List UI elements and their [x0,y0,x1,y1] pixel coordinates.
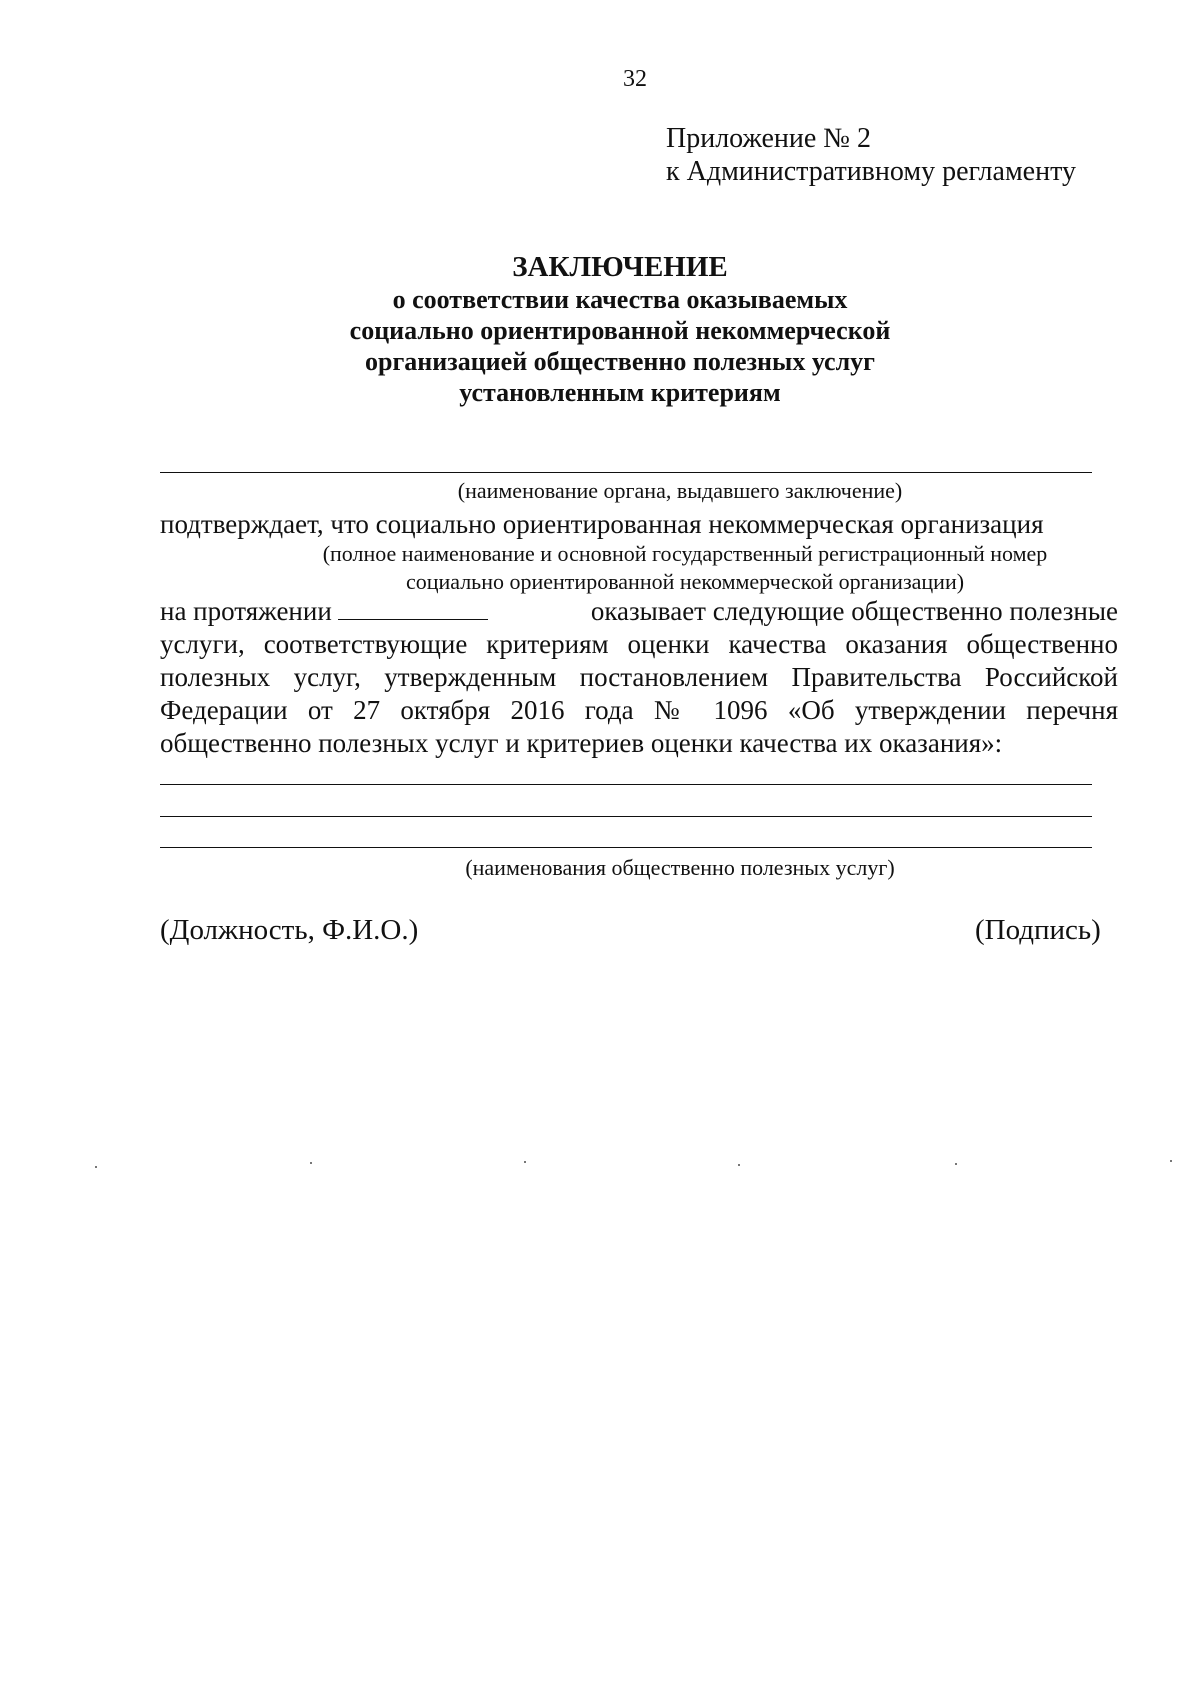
services-caption: (наименования общественно полезных услуг) [465,855,895,880]
services-line-1 [160,784,1092,785]
appendix-line-1: Приложение № 2 [666,123,871,154]
scan-speck [310,1162,312,1164]
org-caption-line-2: социально ориентированной некоммерческой организации) [405,569,965,594]
scan-speck [955,1163,957,1165]
period-row [160,595,1118,628]
confirms-text: подтверждает, что социально ориентированная некоммерческая организация [160,509,1044,539]
org-caption [255,540,1115,596]
org-caption-line-1: (полное наименование и основной государственный регистрационный номер [322,541,1048,566]
during-right: оказывает следующие общественно полезные [590,596,1118,626]
title-line-1: о соответствии качества оказываемых [392,285,848,314]
period-blank [338,599,488,620]
title-line-2: социально ориентированной некоммерческой [349,316,891,345]
title-line-4: установленным критериям [459,378,781,407]
scan-speck [1170,1160,1172,1162]
services-line-2 [160,816,1092,817]
scan-speck [738,1164,740,1166]
services-line-3 [160,847,1092,848]
page-number: 32 [623,66,647,92]
position-name-label: (Должность, Ф.И.О.) [160,914,419,946]
appendix-line-2: к Административному регламенту [666,156,1076,187]
organ-name-line [160,472,1092,473]
title-line-3: организацией общественно полезных услуг [365,347,875,376]
organ-name-caption: (наименование органа, выдавшего заключение) [457,478,903,503]
document-title [300,250,940,408]
period-left [160,595,494,628]
appendix-reference [666,122,1076,188]
signature-label: (Подпись) [975,914,1101,946]
scan-speck [95,1166,97,1168]
title-main: ЗАКЛЮЧЕНИЕ [512,251,728,283]
during-label: на протяжении [160,596,332,626]
services-paragraph: услуги, соответствующие критериям оценки качества оказания общественно полезных услуг, утвержденным постановлением Правительства Российской Федерации от 27 октября 2016 года № 1096 «Об утверждении перечня общественно полезных услуг и критериев оценки качества их оказания»: [160,629,1118,758]
scan-speck [524,1161,526,1163]
